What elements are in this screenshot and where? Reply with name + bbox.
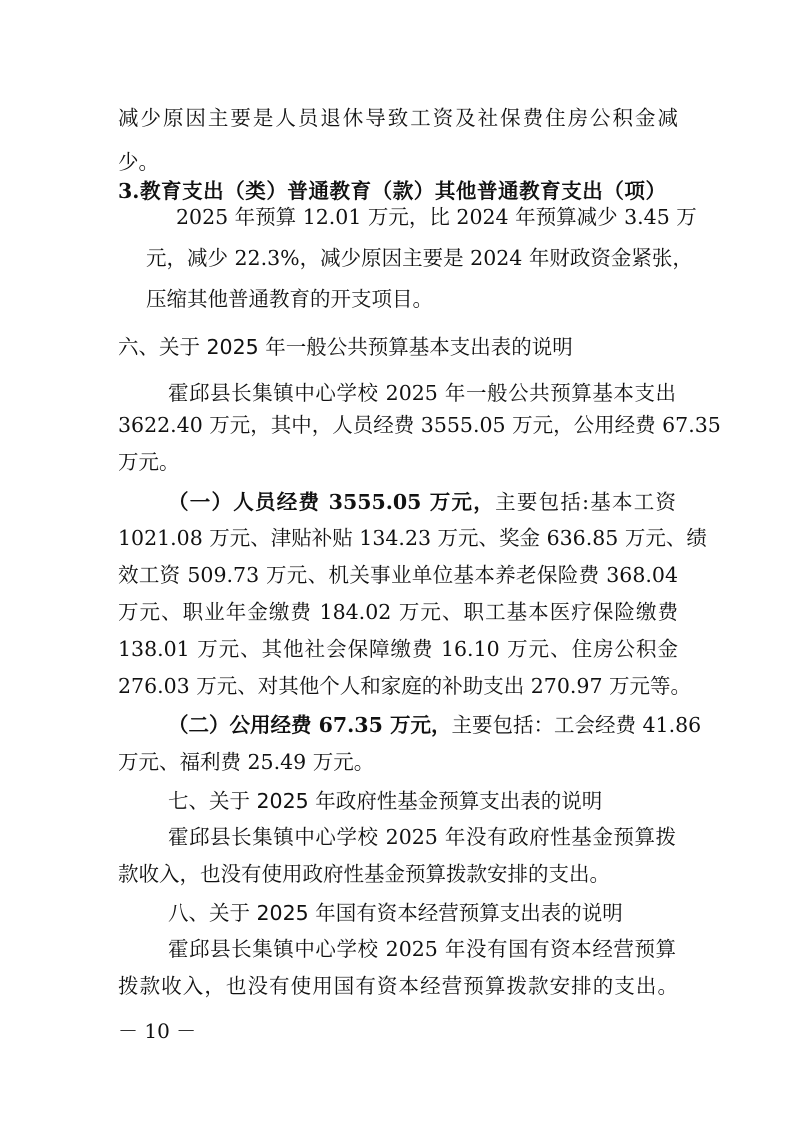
paragraph-line bbox=[168, 487, 676, 517]
paragraph-line: 效工资 509.73 万元、机关事业单位基本养老保险费 368.04 bbox=[118, 563, 678, 587]
paragraph-line: 万元、福利费 25.49 万元。 bbox=[118, 750, 375, 774]
bold-lead: （一）人员经费 3555.05 万元， bbox=[168, 490, 496, 514]
section-heading-3: 3.教育支出（类）普通教育（款）其他普通教育支出（项） bbox=[118, 179, 666, 203]
paragraph-line: 压缩其他普通教育的开支项目。 bbox=[146, 287, 433, 311]
paragraph-line: 万元、职业年金缴费 184.02 万元、职工基本医疗保险缴费 bbox=[118, 600, 678, 624]
paragraph-line: 霍邱县长集镇中心学校 2025 年没有政府性基金预算拨 bbox=[168, 825, 676, 849]
paragraph-line: 霍邱县长集镇中心学校 2025 年没有国有资本经营预算 bbox=[168, 937, 676, 961]
paragraph-line: 款收入，也没有使用政府性基金预算拨款安排的支出。 bbox=[118, 862, 610, 886]
text-run: 主要包括:基本工资 bbox=[495, 490, 677, 514]
paragraph-line: 元，减少 22.3%，减少原因主要是 2024 年财政资金紧张， bbox=[146, 246, 693, 270]
paragraph-line: 霍邱县长集镇中心学校 2025 年一般公共预算基本支出 bbox=[168, 381, 676, 405]
page-number: － 10 － bbox=[118, 1019, 197, 1043]
paragraph-line: 138.01 万元、其他社会保障缴费 16.10 万元、住房公积金 bbox=[118, 637, 678, 661]
paragraph-line: 万元。 bbox=[118, 450, 180, 474]
paragraph-line: 1021.08 万元、津贴补贴 134.23 万元、奖金 636.85 万元、绩 bbox=[118, 526, 707, 550]
paragraph-line: 276.03 万元、对其他个人和家庭的补助支出 270.97 万元等。 bbox=[118, 674, 692, 698]
section-heading-8: 八、关于 2025 年国有资本经营预算支出表的说明 bbox=[168, 901, 623, 925]
section-heading-7: 七、关于 2025 年政府性基金预算支出表的说明 bbox=[168, 789, 603, 813]
text-run: 主要包括：工会经费 41.86 bbox=[451, 713, 702, 737]
paragraph-line: 减少原因主要是人员退休导致工资及社保费住房公积金减 bbox=[118, 106, 678, 130]
paragraph-line: 少。 bbox=[118, 150, 159, 174]
paragraph-line: 拨款收入，也没有使用国有资本经营预算拨款安排的支出。 bbox=[118, 974, 678, 998]
paragraph-line bbox=[168, 710, 702, 740]
section-heading-6: 六、关于 2025 年一般公共预算基本支出表的说明 bbox=[118, 335, 573, 359]
paragraph-line: 3622.40 万元，其中，人员经费 3555.05 万元，公用经费 67.35 bbox=[118, 413, 721, 437]
bold-lead: （二）公用经费 67.35 万元， bbox=[168, 713, 452, 737]
paragraph-line: 2025 年预算 12.01 万元，比 2024 年预算减少 3.45 万 bbox=[176, 205, 697, 229]
